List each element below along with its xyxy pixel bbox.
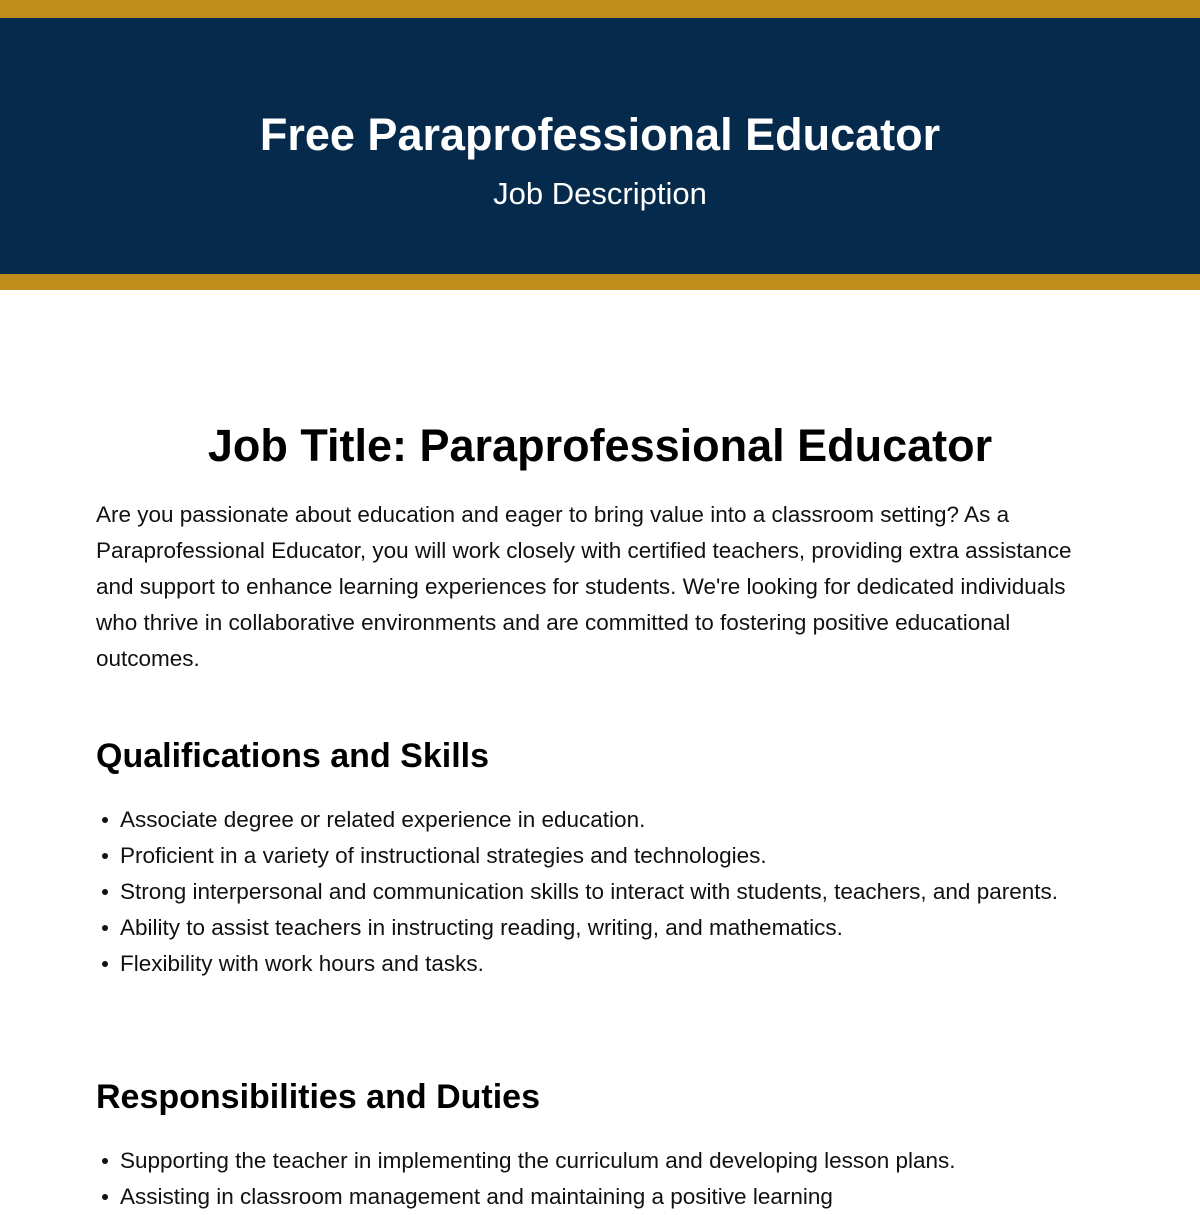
list-item-text: Flexibility with work hours and tasks. — [120, 951, 484, 976]
header-bottom-accent-band — [0, 274, 1200, 290]
bullet-icon — [102, 961, 108, 967]
list-item — [96, 910, 1096, 946]
bullet-icon — [102, 817, 108, 823]
bullet-icon — [102, 1194, 108, 1200]
list-item — [96, 1179, 1096, 1215]
qualifications-list — [96, 802, 1096, 982]
list-item-text: Associate degree or related experience in education. — [120, 807, 646, 832]
list-item — [96, 802, 1096, 838]
list-item-text: Proficient in a variety of instructional strategies and technologies. — [120, 843, 767, 868]
header-top-accent-band — [0, 0, 1200, 18]
bullet-icon — [102, 889, 108, 895]
bullet-icon — [102, 853, 108, 859]
list-item-text: Ability to assist teachers in instructing reading, writing, and mathematics. — [120, 915, 843, 940]
list-item — [96, 946, 1096, 982]
list-item-text: Assisting in classroom management and maintaining a positive learning — [120, 1184, 833, 1209]
job-title-heading: Job Title: Paraprofessional Educator — [207, 420, 993, 471]
responsibilities-list — [96, 1143, 1096, 1215]
list-item — [96, 874, 1096, 910]
qualifications-heading: Qualifications and Skills — [96, 737, 489, 775]
list-item — [96, 838, 1096, 874]
header-subtitle: Job Description — [493, 176, 707, 211]
intro-paragraph: Are you passionate about education and eager to bring value into a classroom setting? As a Paraprofessional Educator, you will work closely with certified teachers, providing extra assistance and support to enhance learning experiences for students. We're looking for dedicated individuals who thrive in collaborative environments and are committed to fostering positive educational outcomes. — [96, 502, 1072, 671]
list-item-text: Strong interpersonal and communication skills to interact with students, teachers, and parents. — [120, 879, 1058, 904]
bullet-icon — [102, 1158, 108, 1164]
header-banner — [0, 18, 1200, 274]
list-item — [96, 1143, 1096, 1179]
list-item-text: Supporting the teacher in implementing the curriculum and developing lesson plans. — [120, 1148, 956, 1173]
bullet-icon — [102, 925, 108, 931]
header-title: Free Paraprofessional Educator — [259, 109, 941, 160]
responsibilities-heading: Responsibilities and Duties — [96, 1078, 540, 1116]
